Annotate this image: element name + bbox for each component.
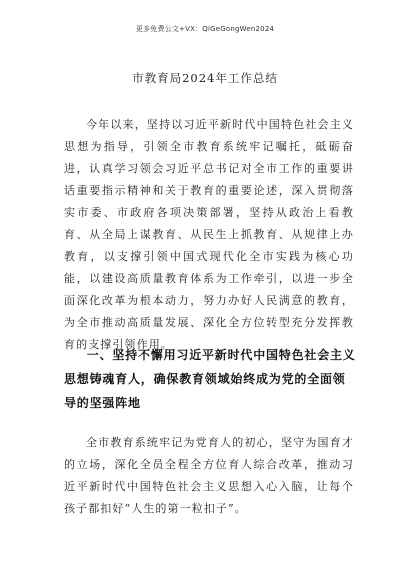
header-note: 更多免费公文+VX：QiGeGongWen2024	[135, 25, 275, 33]
document-title: 市教育局2024年工作总结	[132, 71, 278, 85]
section-1-heading: 一、坚持不懈用习近平新时代中国特色社会主义思想铸魂育人，确保教育领域始终成为党的全面领导的坚强阵地	[64, 348, 356, 410]
intro-paragraph: 今年以来，坚持以习近平新时代中国特色社会主义思想为指导，引领全市教育系统牢记嘱托，砥砺奋进，认真学习领会习近平总书记对全市工作的重要讲话重要指示精神和关于教育的重要论述，深入贯彻落实市委、市政府各项决策部署，坚持从政治上看教育、从全局上谋教育、从民生上抓教育、从规律上办教育，以支撑引领中国式现代化全市实践为核心功能，以建设高质量教育体系为工作牵引，以进一步全面深化改革为根本动力，努力办好人民满意的教育，为全市推动高质量发展、深化全方位转型充分发挥教育的支撑引领作用。	[64, 118, 354, 351]
section-1-body: 全市教育系统牢记为党育人的初心，坚守为国育才的立场，深化全员全程全方位育人综合改革，推动习近平新时代中国特色社会主义思想入心入脑，让每个孩子都扣好“人生的第一粒扣子”。	[64, 436, 354, 515]
